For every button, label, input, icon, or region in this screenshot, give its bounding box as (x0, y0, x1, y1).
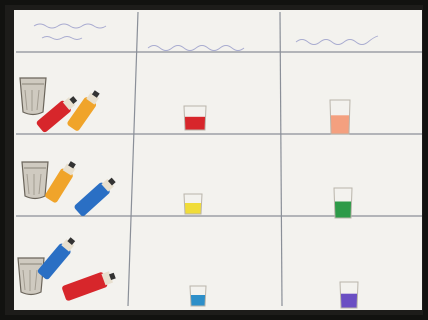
beaker-icon (18, 258, 44, 295)
beaker-icon (22, 162, 48, 199)
beaker-icon (20, 78, 46, 115)
paper-sheet (14, 10, 422, 310)
